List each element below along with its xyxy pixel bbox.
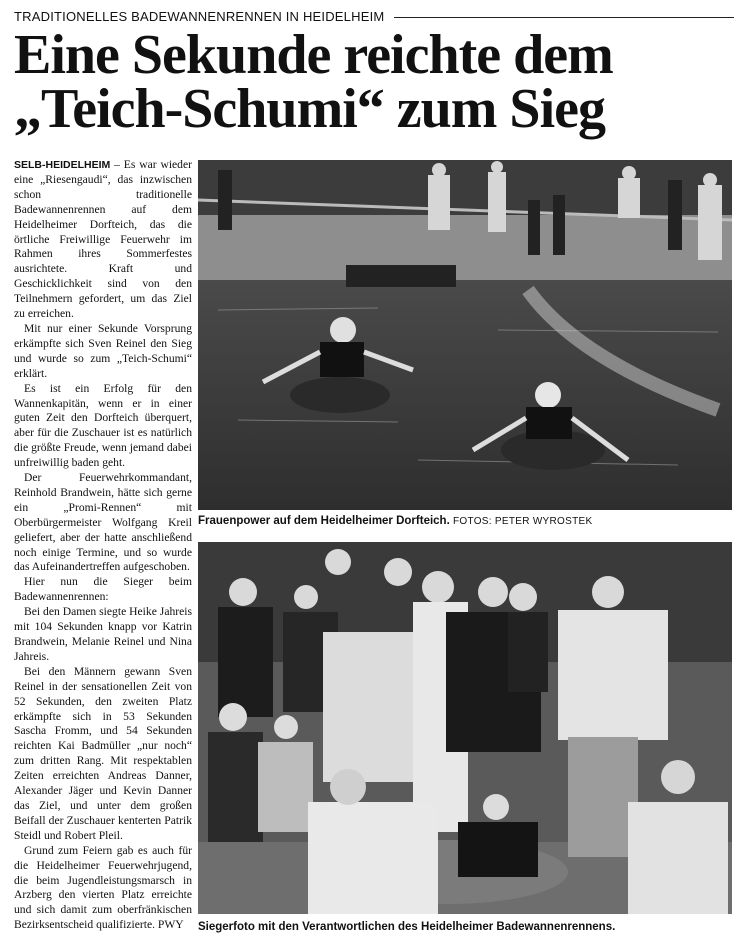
photo-credit: FOTOS: PETER WYROSTEK <box>452 516 593 527</box>
article-body <box>14 158 192 942</box>
race-photo-image <box>198 160 732 510</box>
headline <box>14 24 734 140</box>
article-paragraph: Mit nur einer Sekunde Vorsprung erkämpfte sich Sven Reinel den Sieg und wurde so zum „Teich-Schumi“ erklärt. <box>14 321 192 380</box>
article-paragraph: Hier nun die Sieger beim Badewannenrennen: <box>14 575 192 604</box>
article-paragraph: Grund zum Feiern gab es auch für die Heidelheimer Feuerwehrjugend, die beim Jugendleistungsmarsch in Arzberg den vierten Platz erreichte und sich damit zum oberfränkischen Bezirksentscheid qualifizierte. PWY <box>14 843 192 932</box>
race-photo-caption <box>198 515 732 527</box>
kicker <box>14 6 734 26</box>
article-paragraph: Bei den Damen siegte Heike Jahreis mit 104 Sekunden knapp vor Katrin Brandwein, Melanie Reinel und Nina Jahreis. <box>14 605 192 663</box>
winners-photo-image <box>198 542 732 914</box>
kicker-rule <box>394 17 734 18</box>
article-paragraph-text: – Es war wieder eine „Riesengaudi“, das inzwischen schon traditionelle Badewannenrennen auf dem Heidelheimer Dorfteich, das die örtliche Freiwillige Feuerwehr im Rahmen ihres Sommerfestes ausrichtete. Kraft und Geschicklichkeit sind von den Teilnehmern gefordert, um das Ziel zu erreichen. <box>14 158 192 321</box>
article-paragraph: Der Feuerwehrkommandant, Reinhold Brandwein, hätte sich gerne ein „Promi-Rennen“ mit Oberbürgermeister Wolfgang Kreil geliefert, aber der hatte anschließend noch einige Termine, und so wurde das Aufeinandertreffen aufgeschoben. <box>14 471 192 574</box>
dateline: SELB-HEIDELHEIM <box>14 159 111 171</box>
article-paragraph: Bei den Männern gewann Sven Reinel in der sensationellen Zeit von 52 Sekunden, den zweiten Platz erkämpfte sich in 53 Sekunden Sascha Fromm, und 54 Sekunden reichten Kai Badmüller „nur noch“ zum dritten Rang. Mit respektablen Zeiten erreichten Andreas Danner, Alexander Jäger und Kevin Danner das Ziel, und unter dem großen Beifall der Zuschauer kenterten Patrik Steidl und Robert Pleil. <box>14 664 192 842</box>
winners-photo-caption-text: Siegerfoto mit den Verantwortlichen des Heidelheimer Badewannenrennens. <box>198 921 616 933</box>
headline-line-1: Eine Sekunde reichte dem <box>14 24 613 86</box>
kicker-text: TRADITIONELLES BADEWANNENRENNEN IN HEIDELHEIM <box>14 8 385 24</box>
winners-photo <box>198 542 732 914</box>
winners-photo-caption <box>198 921 732 933</box>
article-paragraph: Es ist ein Erfolg für den Wannenkapitän, wenn er in einer guten Zeit den Dorfteich überquert, aber für die Zuschauer ist es natürlich die größte Freude, wenn jemand dabei unfreiwillig baden geht. <box>14 381 192 470</box>
race-photo-caption-text: Frauenpower auf dem Heidelheimer Dorfteich. <box>198 515 450 527</box>
headline-line-2: „Teich-Schumi“ zum Sieg <box>14 78 605 140</box>
race-photo <box>198 160 732 510</box>
article-paragraph <box>14 158 192 322</box>
